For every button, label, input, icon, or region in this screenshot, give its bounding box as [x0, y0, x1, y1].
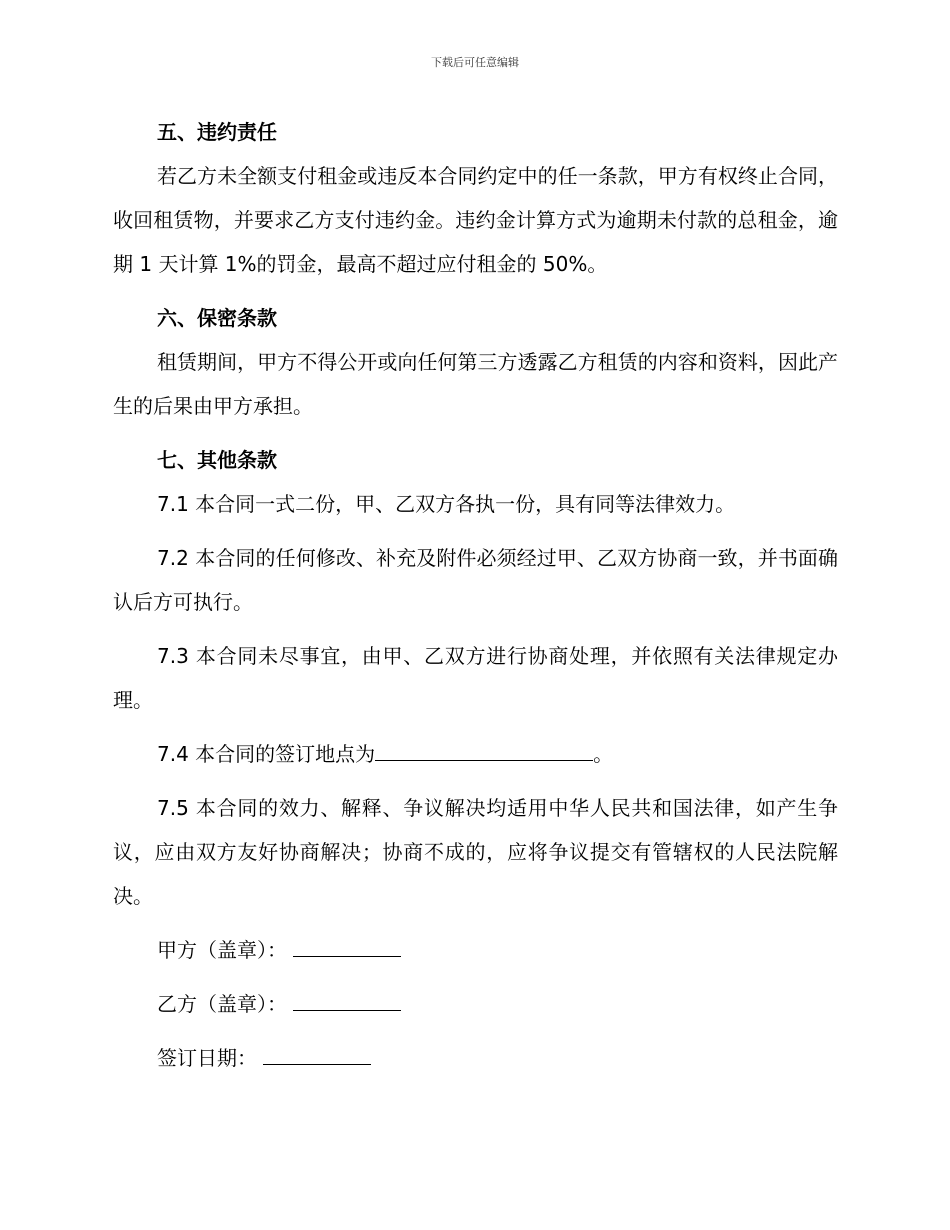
- signing-date-label: 签订日期：: [157, 1046, 257, 1070]
- section-7-title: 七、其他条款: [157, 448, 277, 472]
- clause-7-5: 7.5 本合同的效力、解释、争议解决均适用中华人民共和国法律，如产生争议，应由双方友好协商解决；协商不成的，应将争议提交有管辖权的人民法院解决。: [113, 796, 838, 908]
- signing-place-blank[interactable]: [375, 740, 593, 761]
- section-5-body: 若乙方未全额支付租金或违反本合同约定中的任一条款，甲方有权终止合同，收回租赁物，并要求乙方支付违约金。违约金计算方式为逾期未付款的总租金，逾期 1 天计算 1%的罚金，最高不超过应付租金的 50%。: [113, 164, 838, 276]
- party-a-blank[interactable]: [293, 936, 401, 957]
- clause-7-4-text: 7.4 本合同的签订地点为: [157, 742, 376, 766]
- clause-7-1: 7.1 本合同一式二份，甲、乙双方各执一份，具有同等法律效力。: [157, 492, 736, 516]
- party-b-label: 乙方（盖章）：: [157, 992, 287, 1016]
- signing-date: [113, 1036, 838, 1080]
- party-b-signature: [113, 982, 838, 1026]
- clause-7-4: [113, 732, 838, 776]
- header-note: 下载后可任意编辑: [431, 56, 519, 69]
- party-a-label: 甲方（盖章）：: [157, 938, 287, 962]
- section-6-body: 租赁期间，甲方不得公开或向任何第三方透露乙方租赁的内容和资料，因此产生的后果由甲方承担。: [113, 350, 838, 418]
- section-6-title: 六、保密条款: [157, 306, 277, 330]
- clause-7-3: 7.3 本合同未尽事宜，由甲、乙双方进行协商处理，并依照有关法律规定办理。: [113, 644, 838, 712]
- clause-7-4-end: 。: [593, 742, 614, 766]
- clause-7-2: 7.2 本合同的任何修改、补充及附件必须经过甲、乙双方协商一致，并书面确认后方可执行。: [113, 546, 838, 614]
- document-body: [113, 110, 838, 1090]
- party-a-signature: [113, 928, 838, 972]
- signing-date-blank[interactable]: [263, 1044, 371, 1065]
- section-5-title: 五、违约责任: [157, 120, 277, 144]
- party-b-blank[interactable]: [293, 990, 401, 1011]
